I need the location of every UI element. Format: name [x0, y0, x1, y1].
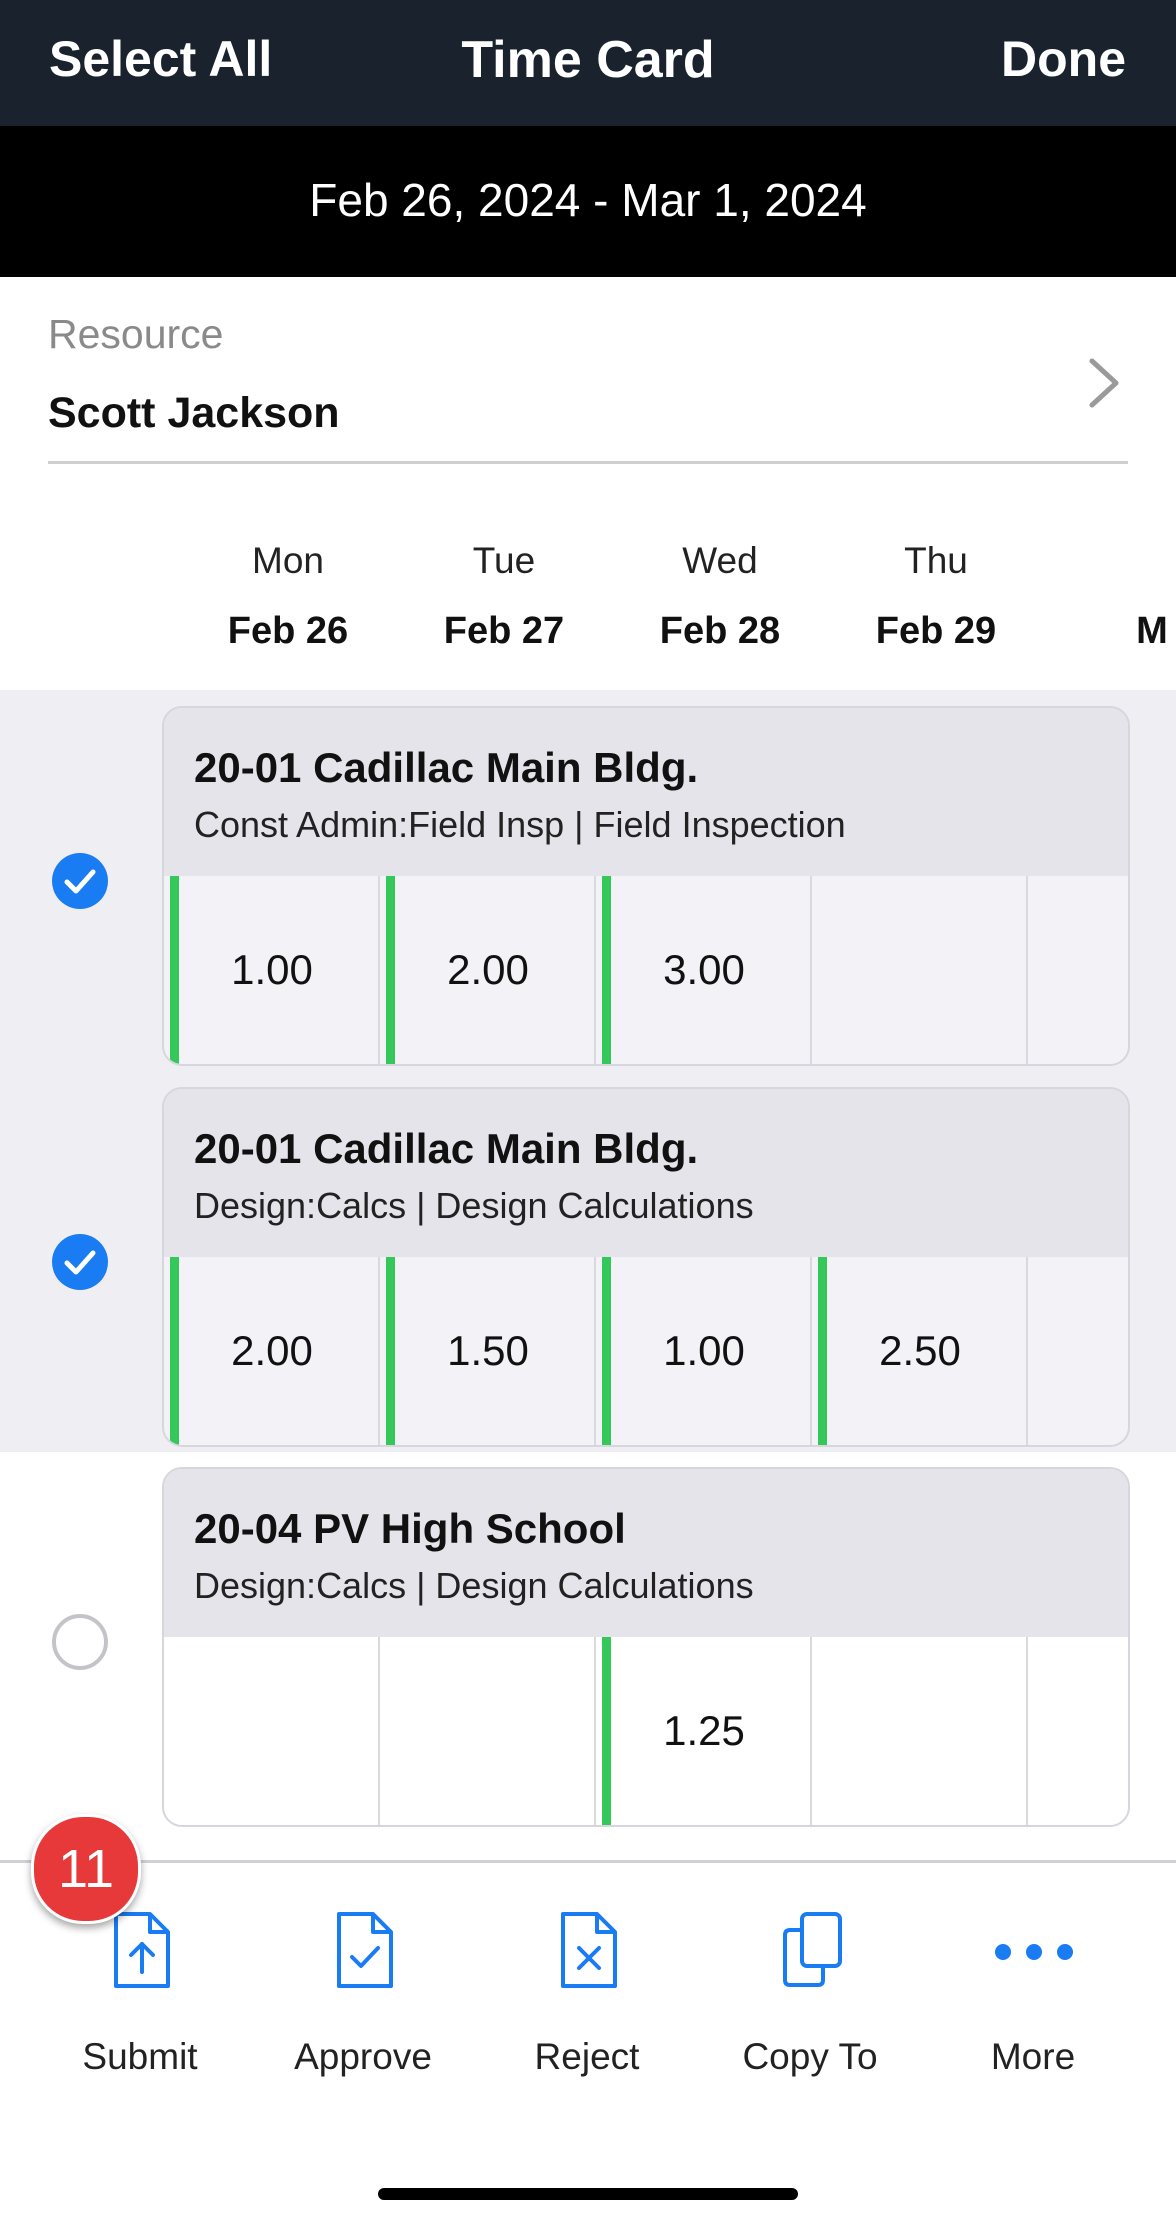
hours-cell[interactable]: [596, 1637, 812, 1827]
approve-button[interactable]: [253, 1910, 473, 2090]
card-header: [164, 1089, 1128, 1257]
checkbox-checked-icon[interactable]: [52, 853, 108, 909]
card-header: [164, 708, 1128, 876]
copy-to-label: Copy To: [742, 2036, 878, 2077]
day-date: M: [1136, 610, 1168, 652]
approve-label: Approve: [294, 2036, 432, 2077]
task-subtitle: Const Admin:Field Insp | Field Inspection: [194, 804, 846, 845]
hours-cell[interactable]: [380, 1637, 596, 1827]
divider: [48, 461, 1128, 464]
hours-value: 1.50: [447, 1327, 529, 1374]
card-header: [164, 1469, 1128, 1637]
hours-cell[interactable]: [164, 1637, 380, 1827]
project-title: 20-01 Cadillac Main Bldg.: [194, 744, 699, 791]
day-date: Feb 28: [659, 610, 781, 652]
hours-cell[interactable]: [812, 1257, 1028, 1447]
copy-icon: [780, 1910, 844, 1990]
toolbar-divider: [0, 1860, 1176, 1863]
date-range-label: Feb 26, 2024 - Mar 1, 2024: [309, 174, 867, 226]
hours-cell[interactable]: [812, 1637, 1028, 1827]
day-date: Feb 26: [227, 610, 349, 652]
home-indicator: [378, 2188, 798, 2200]
hours-value: 2.00: [447, 946, 529, 993]
document-x-icon: [557, 1910, 621, 1990]
hours-cell[interactable]: [1028, 1637, 1130, 1827]
day-name: Mon: [252, 540, 324, 581]
resource-value: Scott Jackson: [48, 389, 340, 437]
checkbox-unchecked-icon[interactable]: [52, 1614, 108, 1670]
day-date: Feb 27: [443, 610, 565, 652]
day-date: Feb 29: [875, 610, 997, 652]
date-range-bar[interactable]: [0, 126, 1176, 277]
task-subtitle: Design:Calcs | Design Calculations: [194, 1185, 754, 1226]
hours-cell[interactable]: [1028, 1257, 1130, 1447]
hours-value: 1.25: [663, 1707, 745, 1754]
more-dots-icon: [989, 1910, 1079, 1990]
hours-cell[interactable]: [164, 876, 380, 1066]
document-check-icon: [333, 1910, 397, 1990]
hours-cell[interactable]: [164, 1257, 380, 1447]
hours-cell[interactable]: [1028, 876, 1130, 1066]
reject-button[interactable]: [477, 1910, 697, 2090]
time-entry-card[interactable]: [162, 1467, 1130, 1827]
day-name: Wed: [682, 540, 758, 581]
hours-value: 1.00: [663, 1327, 745, 1374]
day-header: [0, 520, 1176, 690]
project-title: 20-01 Cadillac Main Bldg.: [194, 1125, 699, 1172]
resource-label: Resource: [48, 311, 224, 357]
submit-button[interactable]: [30, 1910, 250, 2090]
page-title: Time Card: [461, 31, 715, 89]
hours-value: 2.50: [879, 1327, 961, 1374]
project-title: 20-04 PV High School: [194, 1505, 626, 1552]
hours-cell[interactable]: [596, 1257, 812, 1447]
time-entry-card[interactable]: [162, 706, 1130, 1066]
chevron-right-icon: [1086, 357, 1122, 409]
hours-cell[interactable]: [812, 876, 1028, 1066]
selection-count-badge: 11: [31, 1814, 141, 1924]
hours-value: 1.00: [231, 946, 313, 993]
select-all-button[interactable]: Select All: [49, 31, 273, 87]
day-name: Thu: [904, 540, 968, 581]
resource-row[interactable]: [48, 277, 1128, 463]
day-name: Tue: [472, 540, 536, 581]
hours-cell[interactable]: [380, 876, 596, 1066]
navigation-bar: [0, 0, 1176, 126]
reject-label: Reject: [534, 2036, 640, 2077]
done-button[interactable]: Done: [1001, 31, 1126, 87]
hours-cell[interactable]: [380, 1257, 596, 1447]
time-entry-card[interactable]: [162, 1087, 1130, 1447]
task-subtitle: Design:Calcs | Design Calculations: [194, 1565, 754, 1606]
copy-to-button[interactable]: [700, 1910, 920, 2090]
checkbox-checked-icon[interactable]: [52, 1234, 108, 1290]
more-button[interactable]: [923, 1910, 1143, 2090]
document-upload-icon: [110, 1910, 174, 1990]
hours-value: 3.00: [663, 946, 745, 993]
submit-label: Submit: [82, 2036, 198, 2077]
hours-cell[interactable]: [596, 876, 812, 1066]
more-label: More: [990, 2036, 1076, 2077]
hours-value: 2.00: [231, 1327, 313, 1374]
